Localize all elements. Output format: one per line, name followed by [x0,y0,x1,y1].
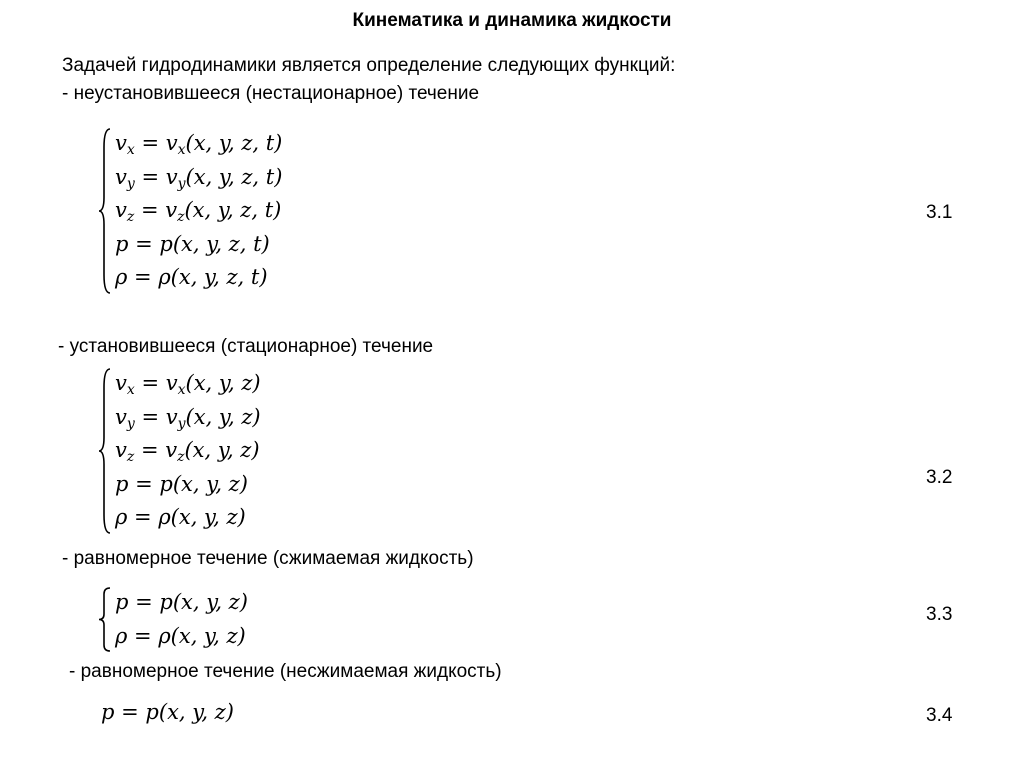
section-heading-unsteady: - неустановившееся (нестационарное) течение [62,83,480,104]
curly-brace [98,127,112,295]
equation-line [115,501,261,535]
equation-args: (x, y, z, t) [185,131,283,155]
equation-number-3-2: 3.2 [926,467,953,488]
equals-sign: = [128,590,160,614]
equation-args: (x, y, z, t) [184,198,282,222]
equation-args: (x, y, z) [185,371,261,395]
equation-lhs-subscript: x [126,382,135,398]
equation-lhs: p [115,471,129,496]
equation-args: (x, y, z) [172,471,248,496]
equation-lhs: p [115,231,129,256]
equals-sign: = [134,438,166,462]
equals-sign: = [127,505,159,529]
equals-sign: = [134,131,166,155]
equation-lhs: ρ [115,505,128,529]
equation-rhs-subscript: z [177,209,185,225]
equation-rhs: ρ [158,623,171,648]
equals-sign: = [128,471,160,496]
equation-line [115,586,248,620]
equation-rhs: p [159,471,173,496]
equation-rhs: v [165,164,178,189]
equation-system-3-3 [98,586,398,653]
equation-args: (x, y, z) [184,438,260,462]
curly-brace [98,586,112,653]
equals-sign: = [134,198,166,222]
equals-sign: = [127,265,159,289]
equation-lhs-subscript: z [126,449,135,465]
equation-lhs: v [115,404,127,429]
equation-3-4 [101,700,234,724]
equation-args: (x, y, z) [170,623,246,648]
equation-lhs-subscript: y [126,415,135,432]
equation-lhs: v [115,131,127,155]
equals-sign: = [128,231,160,256]
equation-line [115,401,261,435]
equation-rhs-subscript: y [177,175,186,192]
equation-lines [115,127,282,295]
equation-args: (x, y, z, t) [172,231,270,256]
equation-args: (x, y, z, t) [185,164,283,189]
equation-rhs: p [159,590,173,614]
equation-line [115,367,261,401]
equation-line [115,261,282,295]
equation-line [115,194,282,228]
equation-rhs-subscript: x [177,382,186,398]
equals-sign: = [134,164,166,189]
equation-lhs: v [115,198,127,222]
equals-sign: = [134,371,166,395]
equation-rhs: v [165,438,178,462]
intro-text: Задачей гидродинамики является определение следующих функций: [62,55,676,76]
equation-rhs: v [165,198,178,222]
equation-line [115,468,261,502]
equation-lhs: v [115,164,127,189]
equation-lhs-subscript: z [126,209,135,225]
equation-lhs: v [115,371,127,395]
equation-system-3-2 [98,367,518,535]
equation-args: (x, y, z) [172,590,248,614]
equation-rhs: v [165,371,178,395]
equation-system-3-1 [98,127,518,295]
equation-rhs: v [165,404,178,429]
section-heading-steady: - установившееся (стационарное) течение [58,336,434,357]
equals-sign: = [121,700,146,724]
equation-rhs: ρ [158,265,171,289]
equation-lhs-subscript: x [126,142,135,158]
section-heading-compressible: - равномерное течение (сжимаемая жидкость) [62,548,474,569]
equals-sign: = [127,623,159,648]
equation-number-3-3: 3.3 [926,604,953,625]
equation-rhs: p [159,231,173,256]
equation-line [115,127,282,161]
equals-sign: = [134,404,166,429]
equation-lhs: p [101,700,115,724]
equation-rhs: v [165,131,178,155]
equation-args: (x, y, z) [185,404,261,429]
equation-args: (x, y, z, t) [170,265,268,289]
equation-rhs-subscript: z [177,449,185,465]
equation-rhs: p [145,700,159,724]
equation-line [115,228,282,262]
equation-lhs: ρ [115,623,128,648]
equation-lhs-subscript: y [126,175,135,192]
equation-rhs: ρ [158,505,171,529]
equation-args: (x, y, z) [170,505,246,529]
equation-rhs-subscript: x [177,142,186,158]
equation-line [115,434,261,468]
equation-args: (x, y, z) [158,700,234,724]
page-title: Кинематика и динамика жидкости [352,10,672,31]
equation-rhs-subscript: y [177,415,186,432]
equation-line [115,161,282,195]
equation-lhs: p [115,590,129,614]
equation-lines [115,367,261,535]
equation-number-3-4: 3.4 [926,705,953,726]
section-heading-incompressible: - равномерное течение (несжимаемая жидкость) [69,661,502,682]
equation-number-3-1: 3.1 [926,202,953,223]
equation-lhs: v [115,438,127,462]
equation-line [115,620,248,654]
equation-lines [115,586,248,653]
equation-lhs: ρ [115,265,128,289]
curly-brace [98,367,112,535]
